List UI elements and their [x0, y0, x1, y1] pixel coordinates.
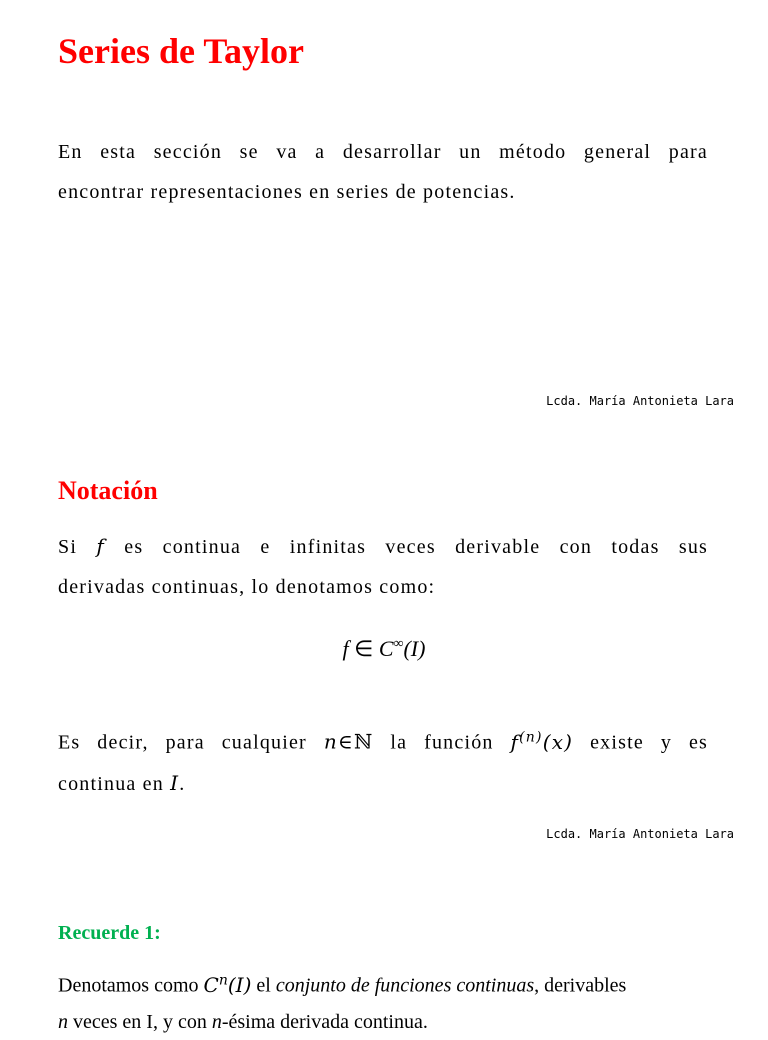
math-variable: f [342, 636, 349, 661]
math-argument: (I) [227, 972, 252, 997]
paragraph-line: En esta sección se va a desarrollar un método general para [58, 141, 708, 163]
intro-paragraph [58, 132, 708, 212]
definition-paragraph [58, 526, 708, 607]
paragraph-text: -ésima derivada continua. [221, 1010, 428, 1033]
slide-series-de-taylor [0, 0, 768, 430]
paragraph-text: . [179, 772, 186, 795]
paragraph-line [58, 962, 708, 1004]
math-symbol: ∈ [354, 636, 374, 661]
math-variable: C [378, 636, 394, 661]
paragraph-text: el [256, 974, 271, 997]
math-argument: (x) [542, 729, 574, 754]
author-footer: Lcda. María Antonieta Lara [546, 394, 734, 408]
slide-recuerde [0, 862, 768, 1033]
display-formula [0, 636, 768, 662]
paragraph-line: derivadas continuas, lo denotamos como: [58, 576, 436, 598]
math-expression [511, 730, 574, 754]
paragraph-text: es continua e infinitas veces derivable con todas sus [124, 536, 709, 558]
paragraph-text: la función [390, 731, 494, 754]
math-variable: f [510, 729, 520, 754]
paragraph-text: Si [58, 536, 78, 558]
math-variable: f [96, 534, 105, 558]
author-footer: Lcda. María Antonieta Lara [546, 827, 734, 841]
slide-title: Recuerde 1: [58, 922, 161, 944]
paragraph-text: Denotamos como [58, 974, 199, 997]
slide-title: Notación [58, 476, 158, 505]
paragraph-line [58, 526, 708, 567]
slide-notacion [0, 430, 768, 862]
math-superscript: ∞ [393, 636, 404, 652]
paragraph-text: existe y es [590, 731, 709, 754]
recall-paragraph [58, 962, 708, 1040]
math-expression [204, 973, 252, 997]
paragraph-text: , derivables [534, 974, 627, 997]
math-superscript: n [218, 972, 228, 988]
math-argument: (I) [403, 636, 426, 661]
paragraph-text: Es decir, para cualquier [58, 731, 307, 754]
math-variable: I [170, 770, 180, 795]
math-symbol: ℕ [353, 729, 374, 754]
paragraph-line [58, 763, 708, 804]
math-variable: n [211, 1010, 222, 1033]
math-variable: C [203, 972, 219, 997]
math-variable: n [323, 729, 338, 754]
paragraph-text: veces en I, y con [73, 1010, 207, 1033]
explanation-paragraph [58, 717, 708, 804]
math-symbol: ∈ [337, 729, 354, 754]
slide-title: Series de Taylor [58, 31, 305, 71]
emphasis-text: conjunto de funciones continuas [275, 974, 535, 997]
paragraph-line: encontrar representaciones en series de potencias. [58, 181, 516, 203]
paragraph-line [58, 1004, 708, 1040]
paragraph-text: continua en [58, 772, 164, 795]
paragraph-line [58, 717, 708, 763]
math-variable: n [58, 1010, 68, 1033]
math-superscript: (n) [519, 729, 543, 745]
